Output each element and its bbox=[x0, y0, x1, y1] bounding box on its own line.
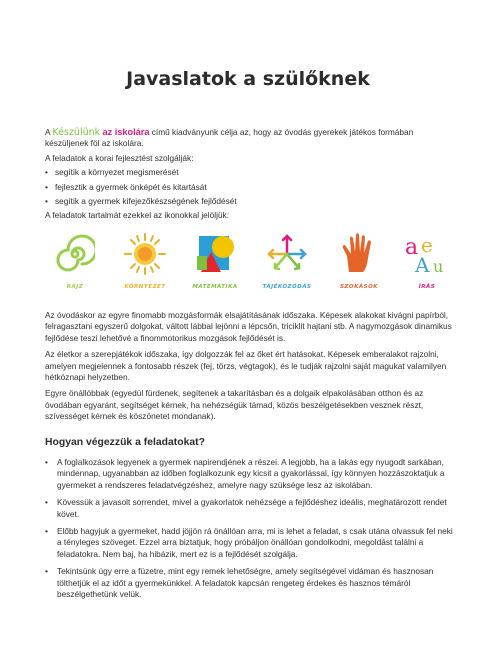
spiral-icon bbox=[55, 232, 95, 276]
svg-text:u: u bbox=[433, 257, 444, 276]
legend-label: SZOKÁSOK bbox=[339, 284, 379, 290]
how-list bbox=[45, 457, 455, 600]
intro-block bbox=[45, 127, 455, 222]
aims-item: • fejlesztik a gyermek önképét és kitartását bbox=[45, 182, 455, 193]
legend-item-iras bbox=[397, 232, 457, 290]
intro-prefix: A bbox=[45, 127, 53, 137]
arrows-icon bbox=[265, 232, 309, 276]
section-heading: Hogyan végezzük a feladatokat? bbox=[45, 437, 205, 448]
intro-text: című kiadványunk célja az, hogy az óvodás gyerekek játékos formában készüljenek föl az iskolára. bbox=[45, 127, 414, 149]
legend-label: ÍRÁS bbox=[418, 284, 436, 290]
body-text bbox=[45, 310, 455, 423]
legend-item-szokasok bbox=[329, 232, 389, 290]
legend-item-tajekozodas bbox=[257, 232, 317, 290]
legend-item-rajz bbox=[45, 232, 105, 290]
svg-text:A: A bbox=[415, 253, 430, 276]
aims-intro: A feladatok a korai fejlesztést szolgálják: bbox=[45, 152, 194, 163]
aims-item: • segítik a környezet megismerését bbox=[45, 167, 455, 178]
svg-text:a: a bbox=[405, 235, 419, 260]
legend-label: RAJZ bbox=[66, 284, 84, 290]
brand-series: Készülünk bbox=[52, 127, 101, 138]
legend-label: MATEMATIKA bbox=[192, 284, 238, 290]
page-title: Javaslatok a szülőknek bbox=[126, 68, 370, 90]
icon-legend bbox=[45, 232, 455, 302]
hand-icon bbox=[339, 232, 379, 276]
how-item: • Előbb hagyjuk a gyermeket, hadd jöjjön rá önállóan arra, mi is lehet a feladat, s csak utána olvassuk fel neki a tényleges szöveget. Ezzel arra biztatjuk, hogy próbáljon önállóan gondolkodni, megoldást találni a feladatokra. Nem baj, ha hibázik, mert ez is a fejlődését szolgálja. bbox=[45, 526, 455, 560]
brand-school: az iskolára bbox=[102, 127, 150, 137]
svg-text:e: e bbox=[421, 233, 433, 257]
legend-item-kornyezet bbox=[115, 232, 175, 290]
legend-label: KÖRNYEZET bbox=[124, 284, 166, 290]
legend-item-matematika bbox=[185, 232, 245, 290]
letters-icon bbox=[403, 232, 451, 276]
paragraph: Egyre önállóbbak (egyedül fürdenek, segítenek a takarításban és a dolgaik elpakolásában otthon és az óvodában egyaránt, segítséget kérnek, ha nehézségük támad, közös beszélgetésekben vesznek részt, szívességet kérnek és köszönetet mondanak). bbox=[45, 388, 424, 422]
how-item: • Kövessük a javasolt sorrendet, mivel a gyakorlatok nehézsége a fejlődéshez ideális, meghatározott rendet követ. bbox=[45, 497, 455, 520]
aims-item: • segítik a gyermek kifejezőkészségének fejlődését bbox=[45, 196, 455, 207]
how-item: • A foglalkozások legyenek a gyermek napirendjének a részei. A legjobb, ha a lakás egy nyugodt sarkában, mindennap, ugyanabban az időben foglalkozunk egy kicsit a gyakorlással, így könnyen hozzászoktatjuk a gyermeket a rendszeres feladatvégzéshez, amelyre nagy szüksége lesz az iskolában. bbox=[45, 457, 455, 491]
icons-intro: A feladatok tartalmát ezekkel az ikonokkal jelöljük: bbox=[45, 210, 230, 221]
legend-label: TÁJÉKOZÓDÁS bbox=[262, 284, 312, 290]
aims-list bbox=[45, 167, 455, 207]
shapes-icon bbox=[193, 232, 237, 276]
how-block bbox=[45, 457, 455, 606]
paragraph: Az óvodáskor az egyre finomabb mozgásformák elsajátításának időszaka. Képesek alakokat kivágni papírból, felragasztani egyszerű dolgokat, váltott lábbal lejönni a lépcsőn, triciklit hajtani stb. A nagymozgások dinamikus fejlődése teszi lehetővé a finommotorikus mozgások fejlődését is. bbox=[45, 310, 452, 343]
sun-icon bbox=[123, 232, 167, 276]
paragraph: Az életkor a szerepjátékok időszaka, így dolgozzák fel az őket ért hatásokat. Képesek emberalakot rajzolni, amelyen megjelennek a fontosabb részek (fej, törzs, végtagok), és le tudják rajzolni saját magukat valamilyen hétköznapi helyzetben. bbox=[45, 349, 447, 383]
intro-paragraph bbox=[45, 127, 455, 150]
how-item: • Tekintsünk úgy erre a füzetre, mint egy remek lehetőségre, amely segítségével vidáman és hasznosan tölthetjük el az időt a gyermekünkkel. A feladatok kapcsán rengeteg érdekes és hasznos témáról beszélgethetünk velük. bbox=[45, 566, 455, 600]
